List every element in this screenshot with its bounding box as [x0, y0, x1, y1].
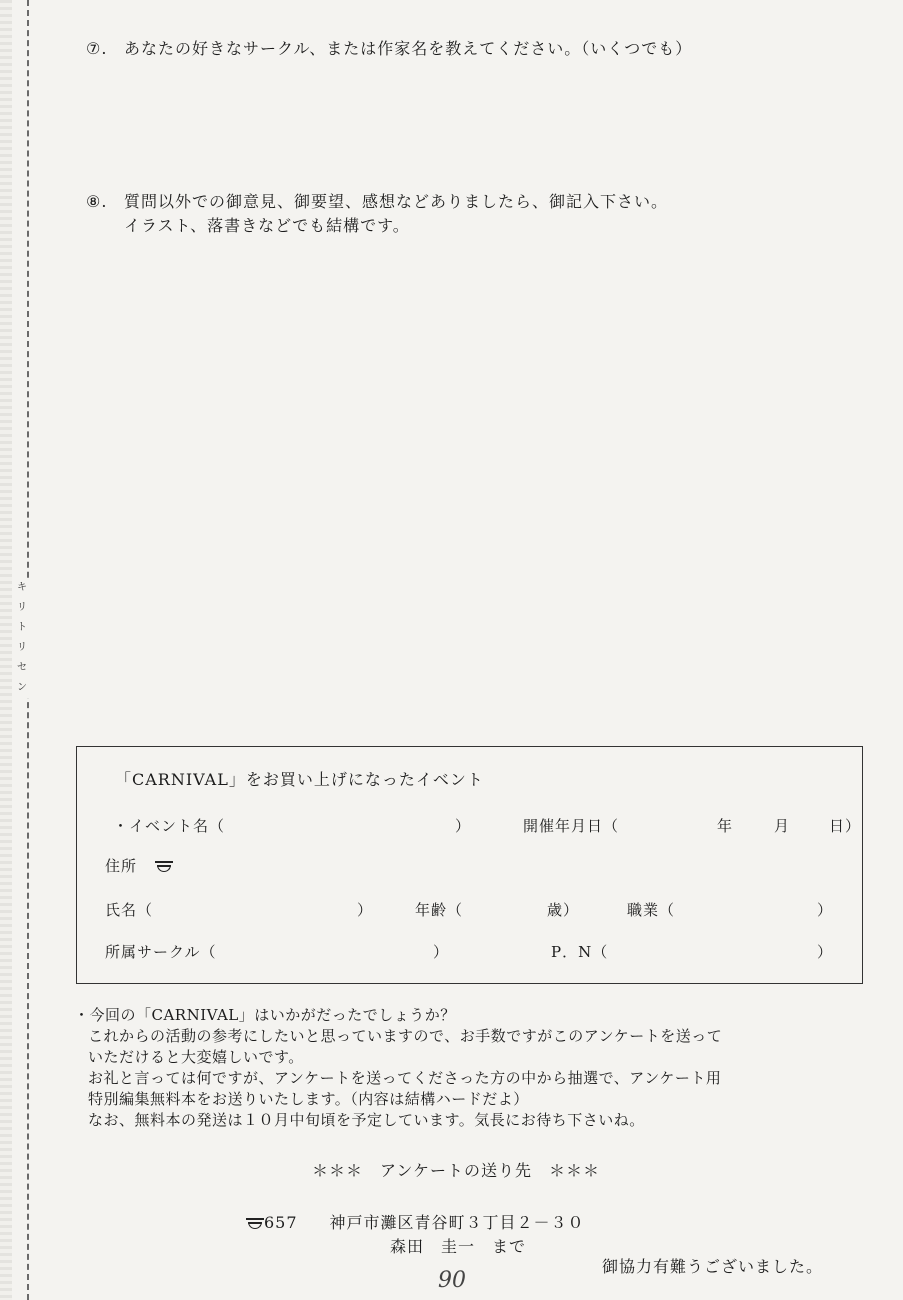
age-label: 年齢（ [415, 901, 464, 919]
note-line: 特別編集無料本をお送りいたします。（内容は結構ハードだよ） [88, 1090, 529, 1108]
job-label: 職業（ [627, 901, 676, 919]
page-number: 90 [438, 1268, 466, 1293]
name-label: 氏名（ [105, 901, 154, 919]
send-heading: ＊＊＊ アンケートの送り先 ＊＊＊ [312, 1161, 601, 1180]
year-label: 年 [717, 817, 734, 835]
question-7 [86, 37, 692, 61]
question-number: ⑦. [86, 39, 108, 58]
recipient: 森田 圭一 まで [390, 1237, 527, 1256]
cut-char: セ [17, 662, 27, 673]
event-date-label: 開催年月日（ [523, 817, 620, 835]
question-text: 質問以外での御意見、御要望、感想などありましたら、御記入下さい。 [124, 192, 669, 211]
note-line: これからの活動の参考にしたいと思っていますので、お手数ですがこのアンケートを送って [88, 1027, 723, 1045]
street-address: 神戸市灘区青谷町３丁目２－３０ [329, 1213, 585, 1232]
cut-char: ト [17, 622, 27, 633]
cut-char: キ [17, 582, 27, 593]
question-text-cont: イラスト、落書きなどでも結構です。 [124, 216, 410, 235]
pen-name-close: ） [817, 943, 834, 961]
circle-label: 所属サークル（ [105, 943, 217, 961]
mailing-address [246, 1210, 585, 1233]
page-edge [0, 0, 12, 1300]
postal-mark-icon [155, 861, 173, 873]
event-name-close: ） [455, 817, 472, 835]
question-text: あなたの好きなサークル、または作家名を教えてください。（いくつでも） [124, 39, 693, 58]
address-label [105, 855, 173, 876]
cut-char: リ [17, 602, 27, 613]
cut-char: ン [17, 682, 27, 693]
job-close: ） [817, 901, 834, 919]
question-number: ⑧. [86, 192, 108, 211]
event-name-label: ・イベント名（ [113, 817, 226, 835]
age-close: 歳） [547, 901, 580, 919]
circle-close: ） [433, 943, 450, 961]
name-close: ） [357, 901, 374, 919]
postal-mark-icon [246, 1218, 264, 1230]
cut-line-label [14, 578, 30, 698]
day-label: 日） [829, 817, 862, 835]
note-line: ・今回の「CARNIVAL」はいかがだったでしょうか？ [74, 1006, 456, 1024]
cut-char: リ [17, 642, 27, 653]
postal-code: 657 [264, 1213, 298, 1232]
pen-name-label: P．N（ [551, 943, 609, 961]
note-line: なお、無料本の発送は１０月中旬頃を予定しています。気長にお待ち下さいね。 [88, 1111, 645, 1129]
survey-note [74, 1005, 722, 1131]
thanks-text: 御協力有難うございました。 [602, 1257, 824, 1276]
form-heading: 「CARNIVAL」をお買い上げになったイベント [115, 770, 484, 789]
month-label: 月 [774, 817, 791, 835]
note-line: お礼と言っては何ですが、アンケートを送ってくださった方の中から抽選で、アンケート用 [88, 1069, 722, 1087]
event-form-box [76, 746, 863, 984]
address-text: 住所 [105, 857, 138, 875]
note-line: いただけると大変嬉しいです。 [88, 1048, 304, 1066]
question-8 [86, 190, 668, 238]
